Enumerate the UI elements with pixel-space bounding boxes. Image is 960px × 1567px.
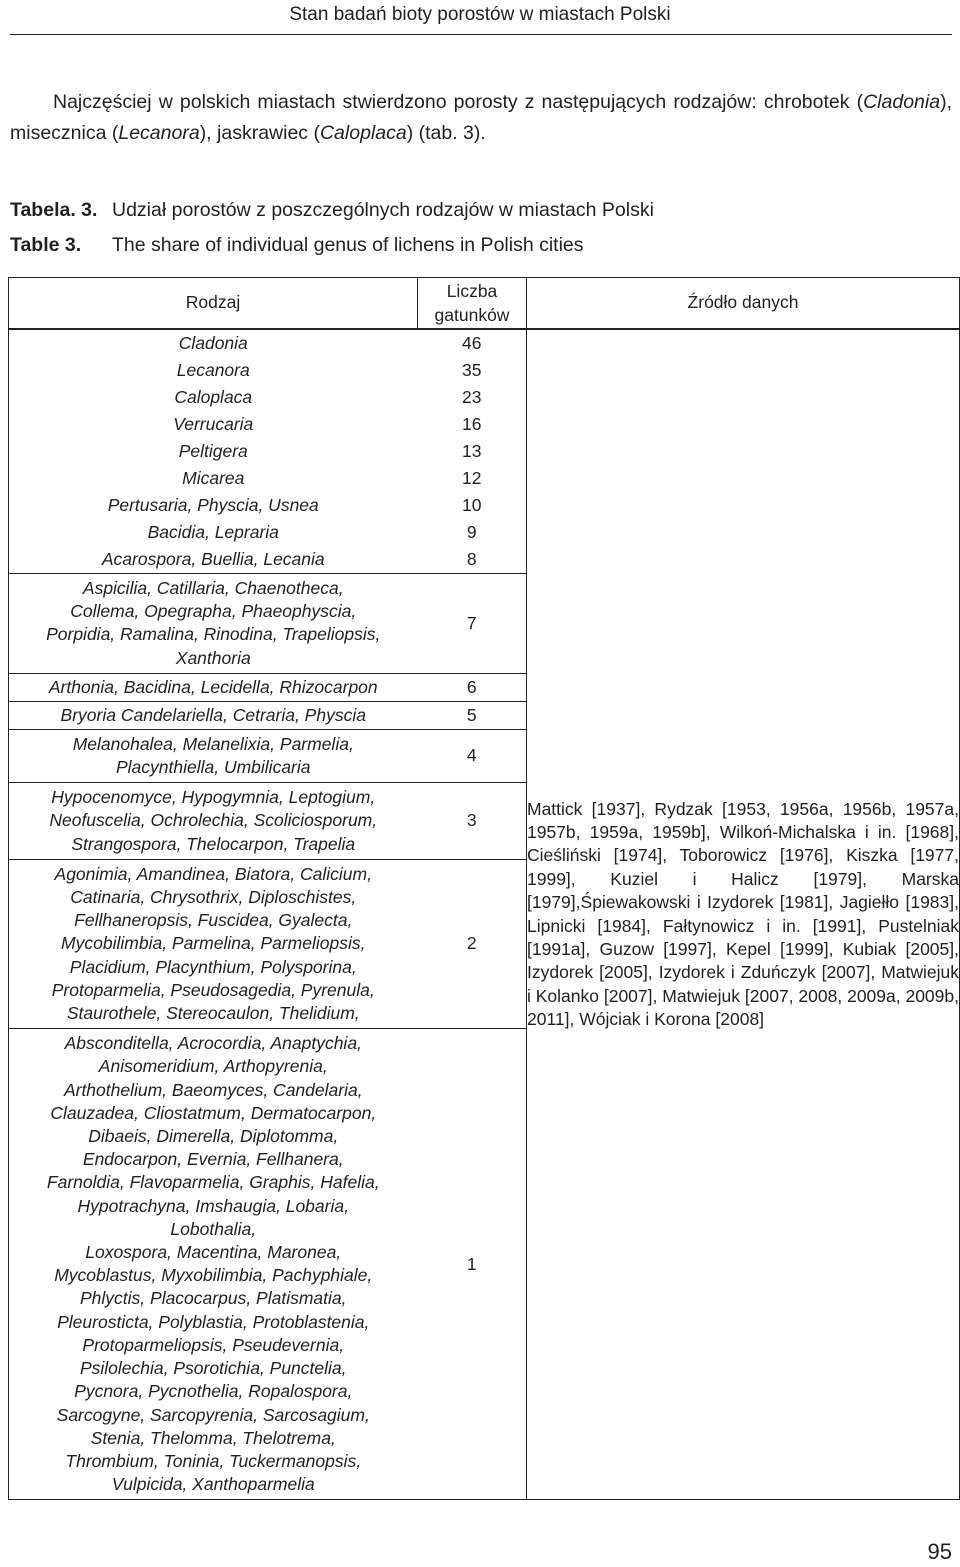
genus-line: Peltigera xyxy=(178,440,248,461)
genus-line: Porpidia, Ramalina, Rinodina, Trapeliopsis, xyxy=(46,624,381,645)
page-number: 95 xyxy=(927,1539,952,1564)
genus-cell xyxy=(9,1029,418,1500)
genus-line: Hypotrachyna, Imshaugia, Lobaria, xyxy=(77,1195,349,1216)
genus-cell xyxy=(9,859,418,1028)
genus-cell xyxy=(9,729,418,782)
genus-line: Collema, Opegrapha, Phaeophyscia, xyxy=(70,601,357,622)
species-count-cell: 35 xyxy=(418,357,527,384)
genus-line: Lobothalia, xyxy=(170,1218,257,1239)
genus-name: Lecanora xyxy=(118,122,200,144)
genus-cell xyxy=(9,357,418,384)
caption-label-pl: Tabela. 3. xyxy=(10,199,98,221)
genus-line: Stenia, Thelomma, Thelotrema, xyxy=(90,1427,336,1448)
species-count-cell: 3 xyxy=(418,783,527,860)
species-count-cell: 23 xyxy=(418,384,527,411)
table-caption-en xyxy=(10,233,584,257)
genus-line: Placynthiella, Umbilicaria xyxy=(115,757,311,778)
genus-line: Loxospora, Macentina, Maronea, xyxy=(85,1242,342,1263)
genus-line: Bacidia, Lepraria xyxy=(147,521,279,542)
genus-line: Aspicilia, Catillaria, Chaenotheca, xyxy=(82,578,344,598)
genus-line: Pycnora, Pycnothelia, Ropalospora, xyxy=(74,1381,353,1402)
table-caption-pl xyxy=(10,198,654,222)
genus-line: Xanthoria xyxy=(175,647,251,668)
genus-cell xyxy=(9,492,418,519)
genus-name: Cladonia xyxy=(863,91,941,113)
species-count-cell: 2 xyxy=(418,859,527,1028)
genus-cell xyxy=(9,574,418,674)
genus-line: Endocarpon, Evernia, Fellhanera, xyxy=(82,1149,344,1170)
genus-line: Melanohalea, Melanelixia, Parmelia, xyxy=(72,733,354,754)
genus-cell xyxy=(9,411,418,438)
genus-line: Pertusaria, Physcia, Usnea xyxy=(107,494,319,515)
species-count-cell: 46 xyxy=(418,329,527,357)
genus-line: Caloplaca xyxy=(174,386,253,407)
genus-line: Absconditella, Acrocordia, Anaptychia, xyxy=(64,1033,362,1054)
species-count-cell: 1 xyxy=(418,1029,527,1500)
column-header-genus: Rodzaj xyxy=(9,278,418,330)
column-header-source: Źródło danych xyxy=(527,278,960,330)
species-count-cell: 16 xyxy=(418,411,527,438)
table-row xyxy=(9,329,960,357)
species-count-cell: 12 xyxy=(418,465,527,492)
species-count-cell: 10 xyxy=(418,492,527,519)
genus-line: Fellhaneropsis, Fuscidea, Gyalecta, xyxy=(74,910,353,931)
species-count-cell: 4 xyxy=(418,729,527,782)
table-body xyxy=(9,329,960,1500)
genus-cell xyxy=(9,519,418,546)
table-header-row xyxy=(9,278,960,330)
genus-line: Hypocenomyce, Hypogymnia, Leptogium, xyxy=(51,787,376,808)
genus-line: Micarea xyxy=(182,467,245,488)
genus-cell xyxy=(9,329,418,357)
genus-line: Protoparmelia, Pseudosagedia, Pyrenula, xyxy=(51,979,375,1000)
genus-line: Lecanora xyxy=(176,359,250,380)
caption-label-en: Table 3. xyxy=(10,234,82,256)
genus-cell xyxy=(9,701,418,729)
genus-cell xyxy=(9,465,418,492)
genus-line: Strangospora, Thelocarpon, Trapelia xyxy=(71,833,356,854)
genus-line: Bryoria Candelariella, Cetraria, Physcia xyxy=(60,704,366,725)
genus-cell xyxy=(9,783,418,860)
genus-line: Arthothelium, Baeomyces, Candelaria, xyxy=(63,1079,363,1100)
data-sources-cell: Mattick [1937], Rydzak [1953, 1956a, 1956b, 1957a, 1957b, 1959a, 1959b], Wilkoń-Michalska i in. [1968], Cieśliński [1974], Toborowicz [1976], Kiszka [1977, 1999], Kuziel i Halicz [1979], Marska [1979],Śpiewakowski i Izydorek [1981], Jagiełło [1983], Lipnicki [1984], Fałtynowicz i in. [1991], Pustelniak [1991a], Guzow [1997], Kepel [1999], Kubiak [2005], Izydorek [2005], Izydorek i Zduńczyk [2007], Matwiejuk i Kolanko [2007], Matwiejuk [2007, 2008, 2009a, 2009b, 2011], Wójciak i Korona [2008] xyxy=(527,329,960,1500)
genus-line: Placidium, Placynthium, Polysporina, xyxy=(69,956,357,977)
header-rule xyxy=(10,34,952,35)
genus-line: Thrombium, Toninia, Tuckermanopsis, xyxy=(65,1450,362,1471)
caption-text-en: The share of individual genus of lichens in Polish cities xyxy=(112,234,584,256)
genus-line: Acarospora, Buellia, Lecania xyxy=(101,548,325,569)
genus-line: Agonimia, Amandinea, Biatora, Calicium, xyxy=(54,863,372,884)
genus-cell xyxy=(9,673,418,701)
genus-line: Sarcogyne, Sarcopyrenia, Sarcosagium, xyxy=(56,1404,370,1425)
genus-line: Mycobilimbia, Parmelina, Parmeliopsis, xyxy=(61,933,366,954)
species-count-cell: 13 xyxy=(418,438,527,465)
genus-line: Anisomeridium, Arthopyrenia, xyxy=(98,1056,328,1077)
genus-line: Protoparmeliopsis, Pseudevernia, xyxy=(82,1334,345,1355)
genus-cell xyxy=(9,384,418,411)
genus-line: Cladonia xyxy=(178,332,248,353)
species-count-cell: 9 xyxy=(418,519,527,546)
species-count-cell: 5 xyxy=(418,701,527,729)
genus-cell xyxy=(9,438,418,465)
species-count-cell: 7 xyxy=(418,574,527,674)
genus-name: Caloplaca xyxy=(319,122,407,144)
genus-line: Verrucaria xyxy=(173,413,254,434)
genus-line: Catinaria, Chrysothrix, Diploschistes, xyxy=(70,887,357,908)
genus-line: Neofuscelia, Ochrolechia, Scoliciosporum, xyxy=(49,810,378,831)
genus-line: Clauzadea, Cliostatmum, Dermatocarpon, xyxy=(50,1102,377,1123)
genus-line: Phlyctis, Placocarpus, Platismatia, xyxy=(80,1288,347,1309)
genus-cell xyxy=(9,546,418,574)
genus-line: Mycoblastus, Myxobilimbia, Pachyphiale, xyxy=(54,1265,373,1286)
genus-line: Pleurosticta, Polyblastia, Protoblastenia, xyxy=(57,1311,370,1332)
species-count-cell: 6 xyxy=(418,673,527,701)
intro-paragraph: Najczęściej w polskich miastach stwierdzono porosty z następujących rodzajów: chrobotek (Cladonia), misecznica (Lecanora), jaskrawiec (Caloplaca) (tab. 3). xyxy=(10,91,952,144)
lichen-genera-table xyxy=(8,277,960,1500)
caption-text-pl: Udział porostów z poszczególnych rodzajów w miastach Polski xyxy=(112,199,654,221)
genus-line: Arthonia, Bacidina, Lecidella, Rhizocarpon xyxy=(48,676,378,697)
genus-line: Staurothele, Stereocaulon, Thelidium, xyxy=(66,1003,360,1024)
genus-line: Vulpicida, Xanthoparmelia xyxy=(111,1474,315,1495)
species-count-cell: 8 xyxy=(418,546,527,574)
column-header-count: Liczba gatunków xyxy=(418,278,527,330)
genus-line: Psilolechia, Psorotichia, Punctelia, xyxy=(79,1358,347,1379)
running-head: Stan badań bioty porostów w miastach Polski xyxy=(289,4,671,25)
genus-line: Dibaeis, Dimerella, Diplotomma, xyxy=(88,1126,339,1147)
genus-line: Farnoldia, Flavoparmelia, Graphis, Hafelia, xyxy=(46,1172,380,1193)
